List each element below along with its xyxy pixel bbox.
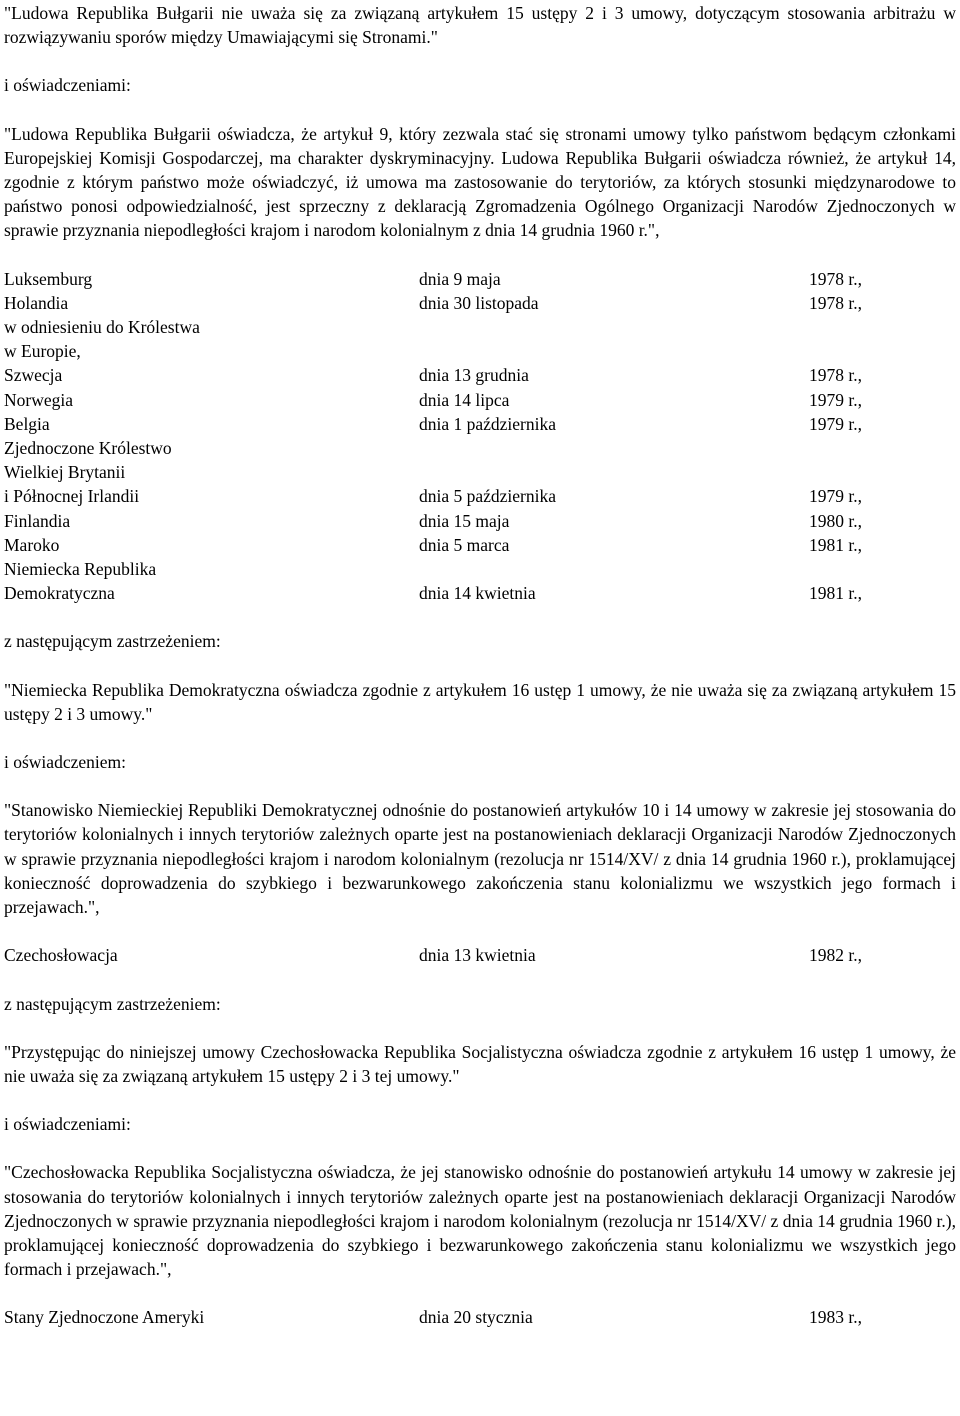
country-name: Czechosłowacja: [4, 945, 118, 966]
country-name: Szwecja: [4, 365, 63, 386]
ratification-year: 1981 r.,: [809, 583, 862, 604]
paragraph-czechoslovakia-reservation: "Przystępując do niniejszej umowy Czechosłowacka Republika Socjalistyczna oświadcza zgodnie z artykułem 16 ustęp 1 umowy, że nie uważa się za związaną artykułem 15 ustępy 2 i 3 tej umowy.": [4, 1041, 956, 1086]
ratification-date: dnia 13 grudnia: [419, 365, 529, 386]
declaration-intro: i oświadczeniem:: [4, 752, 126, 773]
ratification-date: dnia 30 listopada: [419, 292, 539, 313]
ratification-date: dnia 5 października: [419, 486, 557, 507]
ratification-year: 1978 r.,: [809, 365, 862, 386]
table-row: [4, 412, 956, 436]
reservation-intro: z następującym zastrzeżeniem:: [4, 631, 221, 652]
ratification-year: [809, 460, 956, 484]
ratification-date: dnia 1 października: [419, 413, 557, 434]
ratification-date: [419, 436, 809, 460]
table-row: [4, 291, 956, 315]
ratification-date: dnia 5 marca: [419, 534, 510, 555]
table-row: [4, 460, 956, 484]
country-name: Wielkiej Brytanii: [4, 462, 126, 483]
country-name: Stany Zjednoczone Ameryki: [4, 1307, 205, 1328]
ratification-year: [809, 557, 956, 581]
table-row: [4, 509, 956, 533]
ratification-year: 1979 r.,: [809, 413, 862, 434]
table-row: [4, 339, 956, 363]
declarations-intro: i oświadczeniami:: [4, 75, 131, 96]
ratification-date: dnia 9 maja: [419, 268, 501, 289]
table-row: [4, 315, 956, 339]
declarations-intro: i oświadczeniami:: [4, 1114, 131, 1135]
ratification-date: dnia 14 lipca: [419, 389, 510, 410]
country-name: w Europie,: [4, 341, 81, 362]
ratification-year: 1978 r.,: [809, 268, 862, 289]
document-page: [4, 1, 956, 1330]
reservation-intro: z następującym zastrzeżeniem:: [4, 993, 221, 1014]
table-row: [4, 388, 956, 412]
country-name: Norwegia: [4, 389, 74, 410]
country-name: Belgia: [4, 413, 50, 434]
ratification-year: 1979 r.,: [809, 389, 862, 410]
paragraph-bulgaria-declaration: "Ludowa Republika Bułgarii oświadcza, że artykuł 9, który zezwala stać się stronami umowy tylko państwom będącym członkami Europejskiej Komisji Gospodarczej, ma charakter dyskryminacyjny. Ludowa Republika Bułgarii oświadcza również, że artykuł 14, zgodnie z którym państwo może oświadczyć, iż umowa ma zastosowanie do terytoriów, za których stosunki międzynarodowe to państwo ponosi odpowiedzialność, jest sprzeczny z deklaracją Zgromadzenia Ogólnego Organizacji Narodów Zjednoczonych w sprawie przyznania niepodległości krajom i narodom kolonialnym z dnia 14 grudnia 1960 r.",: [4, 123, 956, 241]
country-name: Luksemburg: [4, 268, 93, 289]
ratification-year: [809, 436, 956, 460]
paragraph-czechoslovakia-declaration: "Czechosłowacka Republika Socjalistyczna oświadcza, że jej stanowisko odnośnie do postanowień artykułu 14 umowy w zakresie jej stosowania do terytoriów kolonialnych i innych terytoriów zależnych oparte jest na postanowieniach deklaracji Organizacji Narodów Zjednoczonych w sprawie przyznania niepodległości krajom i narodom kolonialnym (rezolucja nr 1514/XV/ z dnia 14 grudnia 1960 r.), proklamującej konieczność doprowadzenia do szybkiego i bezwarunkowego zakończenia stanu kolonializmu we wszystkich jego formach i przejawach.",: [4, 1162, 956, 1280]
country-name: Demokratyczna: [4, 583, 115, 604]
ratification-date: dnia 14 kwietnia: [419, 583, 536, 604]
ratification-year: 1982 r.,: [809, 945, 862, 966]
ratification-year: 1981 r.,: [809, 534, 862, 555]
ratification-year: 1979 r.,: [809, 486, 862, 507]
country-name: i Północnej Irlandii: [4, 486, 140, 507]
ratification-date: [419, 339, 809, 363]
country-name: Niemiecka Republika: [4, 559, 157, 580]
table-row: [4, 1305, 956, 1329]
table-row: [4, 581, 956, 605]
country-name: Finlandia: [4, 510, 71, 531]
ratification-year: 1978 r.,: [809, 292, 862, 313]
ratification-date: [419, 557, 809, 581]
table-row: [4, 943, 956, 967]
ratification-date: dnia 15 maja: [419, 510, 510, 531]
ratification-date: [419, 315, 809, 339]
table-row: [4, 557, 956, 581]
table-row: [4, 533, 956, 557]
table-row: [4, 436, 956, 460]
country-name: Holandia: [4, 292, 69, 313]
table-row: [4, 363, 956, 387]
ratification-date: dnia 20 stycznia: [419, 1307, 533, 1328]
country-name: w odniesieniu do Królestwa: [4, 317, 200, 338]
country-name: Zjednoczone Królestwo: [4, 438, 172, 459]
table-row: [4, 267, 956, 291]
country-name: Maroko: [4, 534, 60, 555]
paragraph-bulgaria-reservation: "Ludowa Republika Bułgarii nie uważa się za związaną artykułem 15 ustępy 2 i 3 umowy, dotyczącym stosowania arbitrażu w rozwiązywaniu sporów między Umawiającymi się Stronami.": [4, 3, 956, 48]
ratification-date: [419, 460, 809, 484]
paragraph-gdr-reservation: "Niemiecka Republika Demokratyczna oświadcza zgodnie z artykułem 16 ustęp 1 umowy, że nie uważa się za związaną artykułem 15 ustępy 2 i 3 umowy.": [4, 679, 956, 724]
ratification-year: 1980 r.,: [809, 510, 862, 531]
paragraph-gdr-declaration: "Stanowisko Niemieckiej Republiki Demokratycznej odnośnie do postanowień artykułów 10 i 14 umowy w zakresie jej stosowania do terytoriów kolonialnych i innych terytoriów zależnych oparte jest na postanowieniach deklaracji Organizacji Narodów Zjednoczonych w sprawie przyznania niepodległości krajom i narodom kolonialnym (rezolucja nr 1514/XV/ z dnia 14 grudnia 1960 r.), proklamującej konieczność doprowadzenia do szybkiego i bezwarunkowego zakończenia stanu kolonializmu we wszystkich jego formach i przejawach.",: [4, 800, 956, 918]
ratification-year: [809, 339, 956, 363]
ratification-table: [4, 267, 956, 606]
ratification-year: 1983 r.,: [809, 1307, 862, 1328]
table-row: [4, 484, 956, 508]
ratification-date: dnia 13 kwietnia: [419, 945, 536, 966]
ratification-year: [809, 315, 956, 339]
